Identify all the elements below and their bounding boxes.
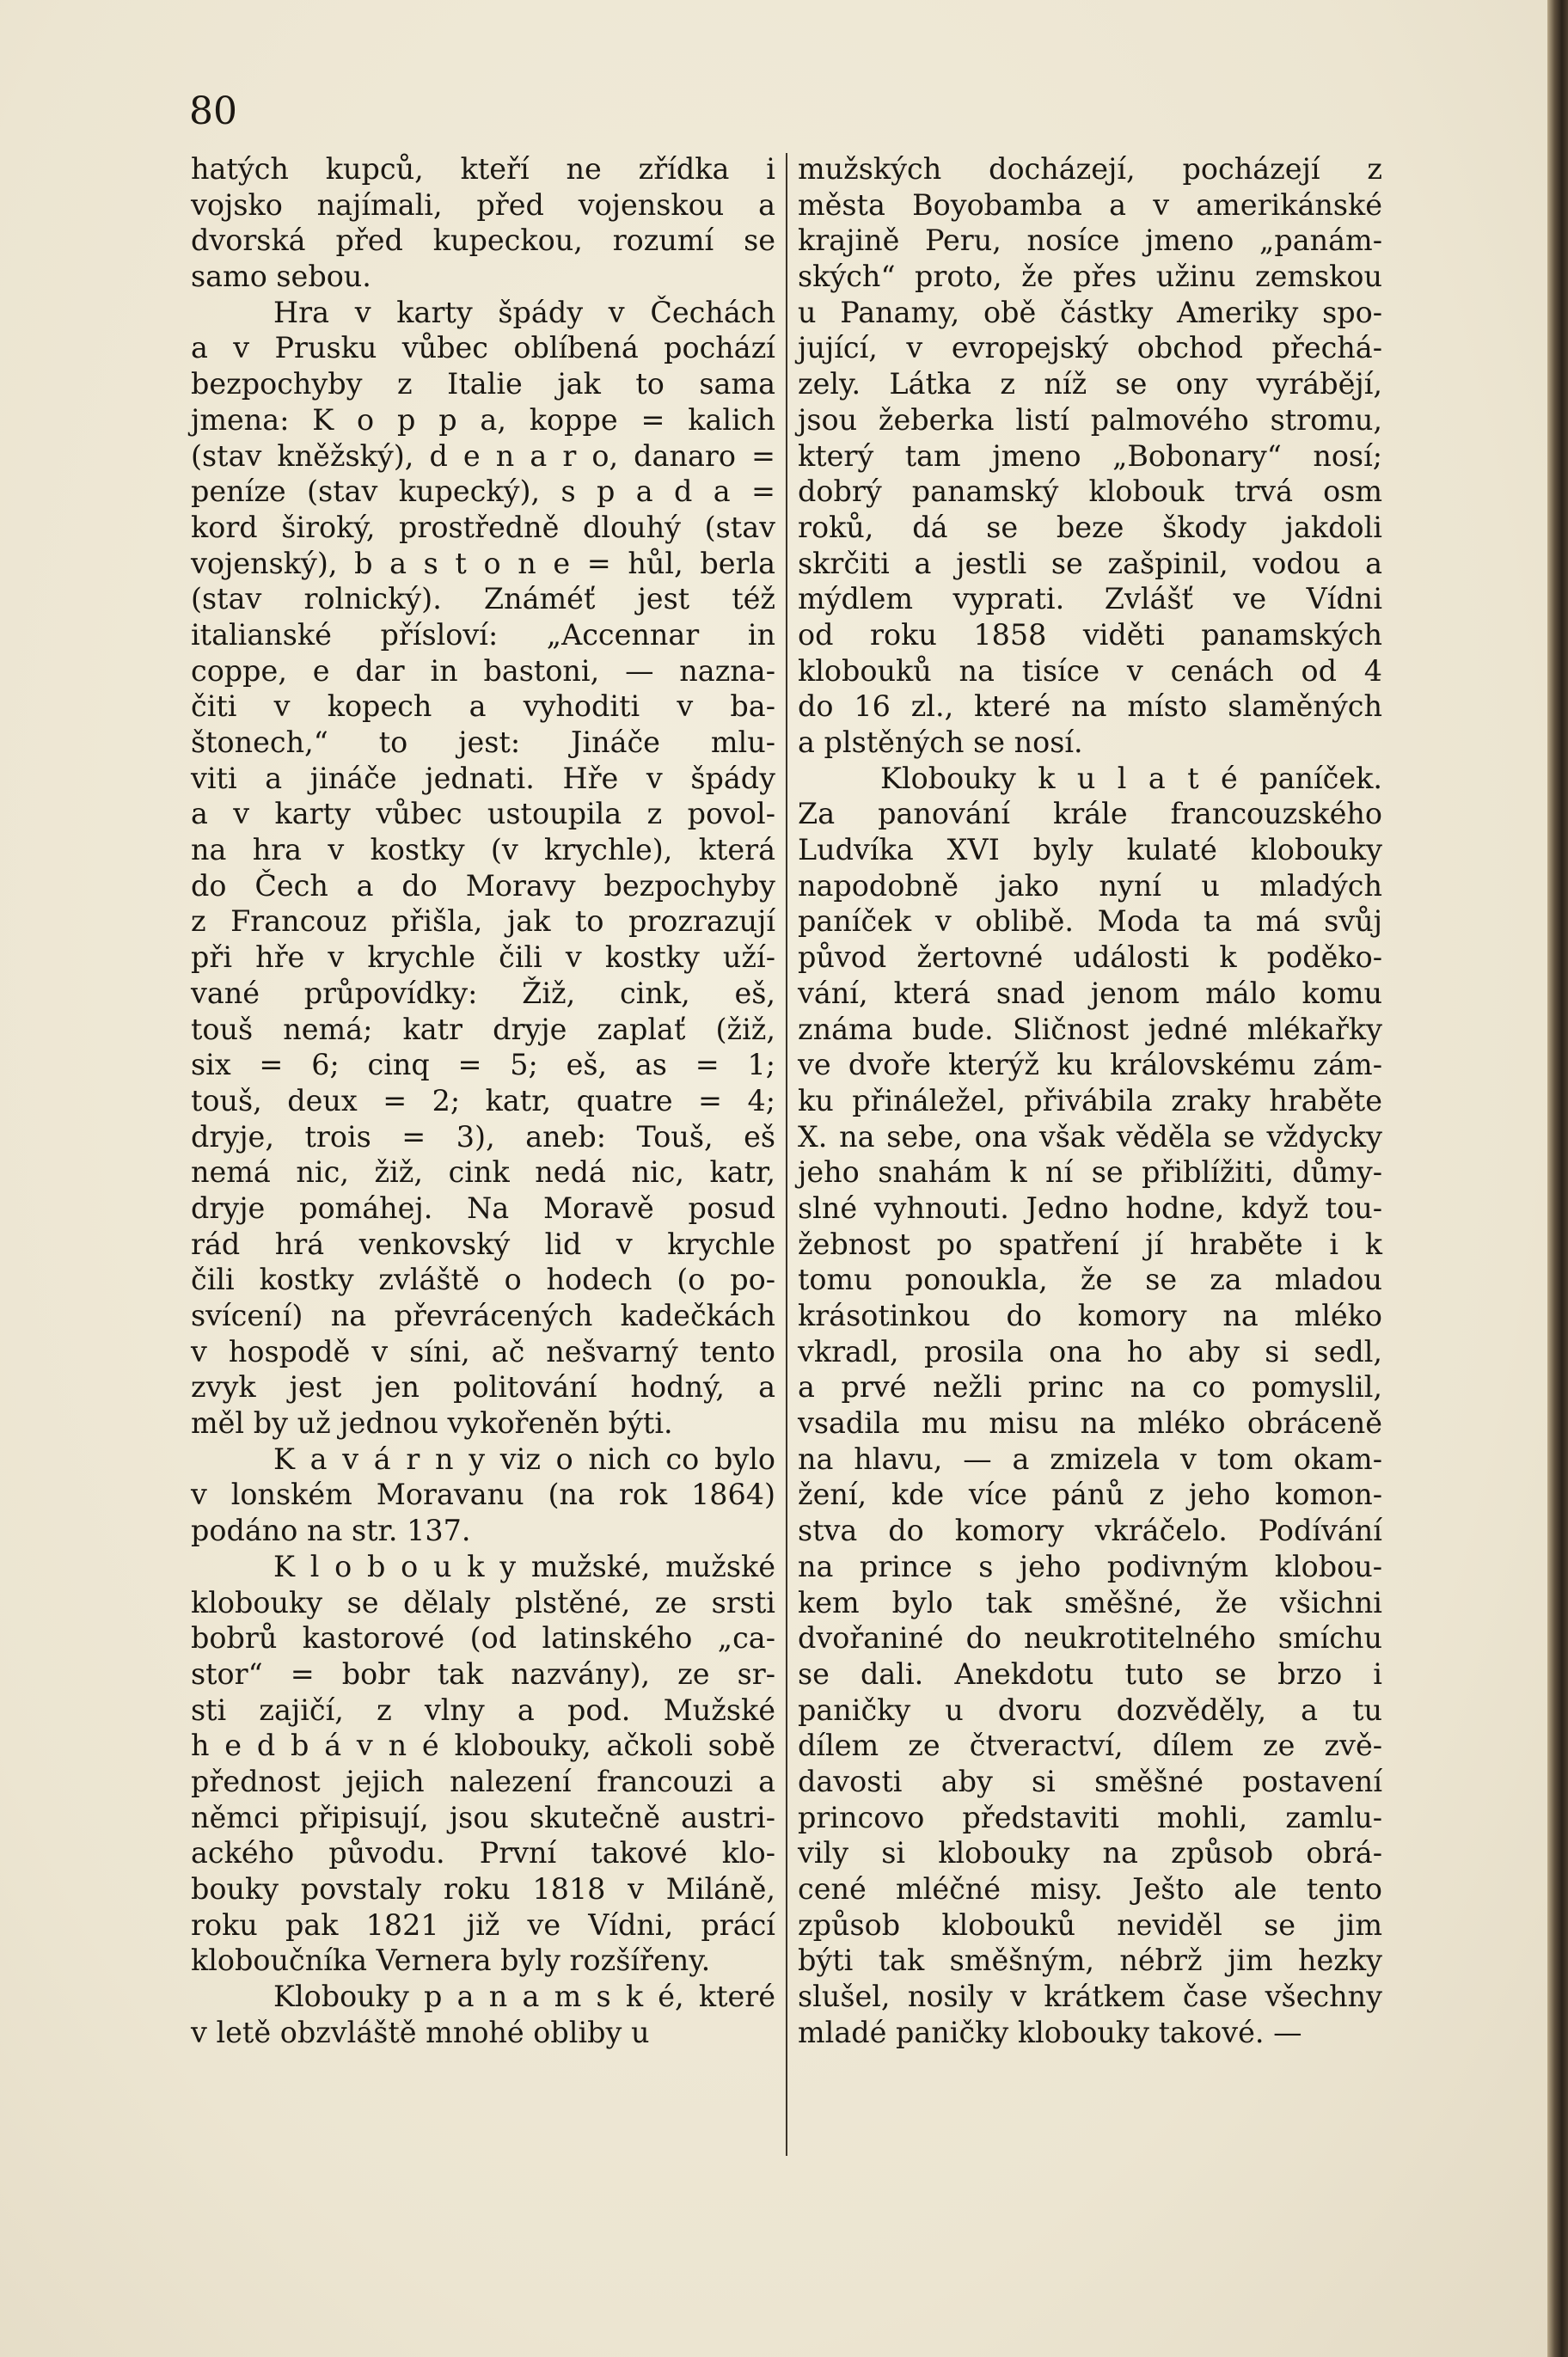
text-line: rád hrá venkovský lid v krychle — [191, 1227, 775, 1261]
text-line: roku pak 1821 již ve Vídni, prácí — [191, 1907, 775, 1942]
text-line: zvyk jest jen politování hodný, a — [191, 1370, 775, 1405]
text-line: jující, v evropejský obchod přechá- — [798, 331, 1382, 365]
text-line: stva do komory vkráčelo. Podívání — [798, 1514, 1382, 1548]
text-line: mýdlem vyprati. Zvlášť ve Vídni — [798, 582, 1382, 616]
text-line: od roku 1858 viděti panamských — [798, 617, 1382, 652]
text-line: a v karty vůbec ustoupila z povol- — [191, 797, 775, 831]
text-line: vsadila mu misu na mléko obráceně — [798, 1406, 1382, 1441]
text-line: slné vyhnouti. Jedno hodne, když tou- — [798, 1191, 1382, 1225]
text-line: v lonském Moravanu (na rok 1864) — [191, 1478, 775, 1512]
text-line: dryje, trois = 3), aneb: Touš, eš — [191, 1119, 775, 1154]
text-line: býti tak směšným, nébrž jim hezky — [798, 1944, 1382, 1978]
text-line: vání, která snad jenom málo komu — [798, 976, 1382, 1010]
text-line: bobrů kastorové (od latinského „ca- — [191, 1621, 775, 1656]
text-line: na hlavu, — a zmizela v tom okam- — [798, 1442, 1382, 1476]
text-line: h e d b á v n é klobouky, ačkoli sobě — [191, 1729, 775, 1763]
text-line: mladé paničky klobouky takové. — — [798, 2015, 1302, 2049]
text-line: svícení) na převrácených kadečkách — [191, 1299, 775, 1332]
text-line: dobrý panamský klobouk trvá osm — [798, 474, 1382, 509]
text-line: do Čech a do Moravy bezpochyby — [191, 868, 775, 903]
page-number: 80 — [189, 89, 237, 133]
text-line: sti zajičí, z vlny a pod. Mužské — [191, 1693, 775, 1727]
text-line: se dali. Anekdotu tuto se brzo i — [798, 1656, 1382, 1691]
text-line: tomu ponoukla, že se za mladou — [798, 1263, 1382, 1297]
text-line: známa bude. Sličnost jedné mlékařky — [798, 1012, 1382, 1046]
text-line: dryje pomáhej. Na Moravě posud — [191, 1191, 775, 1225]
text-line: způsob klobouků neviděl se jim — [798, 1907, 1382, 1942]
text-line: měl by už jednou vykořeněn býti. — [191, 1406, 673, 1441]
text-line: ku přináležel, přivábila zraky hraběte — [798, 1083, 1382, 1117]
text-line: z Francouz přišla, jak to prozrazují — [191, 904, 775, 939]
text-line: ve dvoře kterýž ku královskému zám- — [798, 1048, 1382, 1082]
text-line: jmena: K o p p a, koppe = kalich — [191, 402, 775, 437]
text-line: jeho snahám k ní se přiblížiti, důmy- — [798, 1155, 1382, 1190]
text-line: ských“ proto, že přes užinu zemskou — [798, 260, 1382, 294]
text-line: a v Prusku vůbec oblíbená pochází — [191, 331, 775, 365]
text-line: který tam jmeno „Bobonary“ nosí; — [798, 438, 1382, 473]
text-line: Klobouky p a n a m s k é, které — [273, 1980, 775, 2014]
text-line: na hra v kostky (v krychle), která — [191, 833, 775, 867]
text-line: X. na sebe, ona však věděla se vždycky — [798, 1119, 1382, 1154]
text-line: touš nemá; katr dryje zaplať (žiž, — [191, 1012, 775, 1046]
left-column — [191, 151, 775, 2050]
text-line: K l o b o u k y mužské, mužské — [273, 1549, 775, 1583]
text-line: klobouky se dělaly plstěné, ze srsti — [191, 1585, 775, 1619]
text-line: klobouků na tisíce v cenách od 4 — [798, 653, 1382, 688]
book-binding-edge — [1547, 0, 1568, 2357]
text-line: coppe, e dar in bastoni, — nazna- — [191, 653, 775, 688]
text-line: v letě obzvláště mnohé obliby u — [191, 2015, 650, 2049]
text-line: a plstěných se nosí. — [798, 725, 1083, 759]
text-line: skrčiti a jestli se zašpinil, vodou a — [798, 546, 1382, 580]
text-line: krajině Peru, nosíce jmeno „panám- — [798, 223, 1382, 258]
text-line: davosti aby si směšné postavení — [798, 1764, 1382, 1798]
text-line: vily si klobouky na způsob obrá- — [798, 1836, 1382, 1870]
text-line: italianské přísloví: „Accennar in — [191, 617, 775, 652]
text-line: vané průpovídky: Žiž, cink, eš, — [191, 976, 775, 1010]
text-line: původ žertovné události k poděko- — [798, 940, 1382, 975]
text-line: žení, kde více pánů z jeho komon- — [798, 1478, 1382, 1512]
text-line: K a v á r n y viz o nich co bylo — [273, 1442, 775, 1476]
text-line: zely. Látka z níž se ony vyrábějí, — [798, 367, 1382, 401]
text-line: ackého původu. První takové klo- — [191, 1836, 775, 1870]
text-line: viti a jináče jednati. Hře v špády — [191, 761, 775, 795]
text-line: přednost jejich nalezení francouzi a — [191, 1764, 775, 1798]
text-line: štonech,“ to jest: Jináče mlu- — [191, 725, 775, 759]
text-line: Klobouky k u l a t é paníček. — [880, 761, 1382, 795]
text-line: touš, deux = 2; katr, quatre = 4; — [191, 1083, 775, 1117]
text-line: paníček v oblibě. Moda ta má svůj — [798, 904, 1382, 939]
text-line: u Panamy, obě částky Ameriky spo- — [798, 295, 1382, 329]
text-line: hatých kupců, kteří ne zřídka i — [191, 152, 775, 186]
text-line: kloboučníka Vernera byly rozšířeny. — [191, 1944, 711, 1978]
text-line: v hospodě v síni, ač nešvarný tento — [191, 1334, 775, 1368]
text-line: roků, dá se beze škody jakdoli — [798, 510, 1382, 544]
text-line: Za panování krále francouzského — [798, 797, 1382, 831]
text-line: na prince s jeho podivným klobou- — [798, 1549, 1382, 1583]
text-line: (stav rolnický). Známéť jest též — [191, 582, 775, 616]
text-line: kord široký, prostředně dlouhý (stav — [191, 510, 775, 544]
text-line: paničky u dvoru dozvěděly, a tu — [798, 1693, 1382, 1727]
text-line: němci připisují, jsou skutečně austri- — [191, 1800, 775, 1834]
text-line: vojsko najímali, před vojenskou a — [191, 187, 775, 222]
text-line: stor“ = bobr tak nazvány), ze sr- — [191, 1656, 775, 1691]
text-line: vkradl, prosila ona ho aby si sedl, — [798, 1334, 1382, 1368]
text-line: peníze (stav kupecký), s p a d a = — [191, 474, 775, 509]
column-divider — [786, 153, 787, 2156]
text-line: krásotinkou do komory na mléko — [798, 1299, 1382, 1332]
right-column — [798, 151, 1382, 2050]
text-line: Ludvíka XVI byly kulaté klobouky — [798, 833, 1382, 867]
text-line: města Boyobamba a v amerikánské — [798, 187, 1382, 222]
text-line: mužských docházejí, pocházejí z — [798, 152, 1382, 186]
text-line: dvořaniné do neukrotitelného smíchu — [798, 1621, 1382, 1656]
text-line: cené mléčné misy. Ješto ale tento — [798, 1872, 1382, 1906]
text-line: bezpochyby z Italie jak to sama — [191, 367, 775, 401]
text-line: bouky povstaly roku 1818 v Miláně, — [191, 1872, 775, 1906]
text-line: do 16 zl., které na místo slaměných — [798, 689, 1382, 724]
text-line: vojenský), b a s t o n e = hůl, berla — [191, 546, 775, 580]
text-line: napodobně jako nyní u mladých — [798, 868, 1382, 903]
text-line: dvorská před kupeckou, rozumí se — [191, 223, 775, 258]
text-line: kem bylo tak směšné, že všichni — [798, 1585, 1382, 1619]
text-line: žebnost po spatření jí hraběte i k — [798, 1227, 1382, 1261]
text-line: Hra v karty špády v Čechách — [273, 295, 775, 329]
text-line: princovo představiti mohli, zamlu- — [798, 1800, 1382, 1834]
text-line: six = 6; cinq = 5; eš, as = 1; — [191, 1048, 775, 1082]
text-line: dílem ze čtveractví, dílem ze zvě- — [798, 1729, 1382, 1763]
text-line: samo sebou. — [191, 260, 371, 294]
text-line: jsou žeberka listí palmového stromu, — [798, 402, 1382, 437]
text-line: nemá nic, žiž, cink nedá nic, katr, — [191, 1155, 775, 1190]
text-line: při hře v krychle čili v kostky uží- — [191, 940, 775, 975]
text-line: (stav kněžský), d e n a r o, danaro = — [191, 438, 775, 473]
text-line: a prvé nežli princ na co pomyslil, — [798, 1370, 1382, 1405]
text-line: čili kostky zvláště o hodech (o po- — [191, 1263, 775, 1297]
text-line: podáno na str. 137. — [191, 1514, 471, 1548]
text-line: slušel, nosily v krátkem čase všechny — [798, 1980, 1382, 2014]
text-line: čiti v kopech a vyhoditi v ba- — [191, 689, 775, 724]
